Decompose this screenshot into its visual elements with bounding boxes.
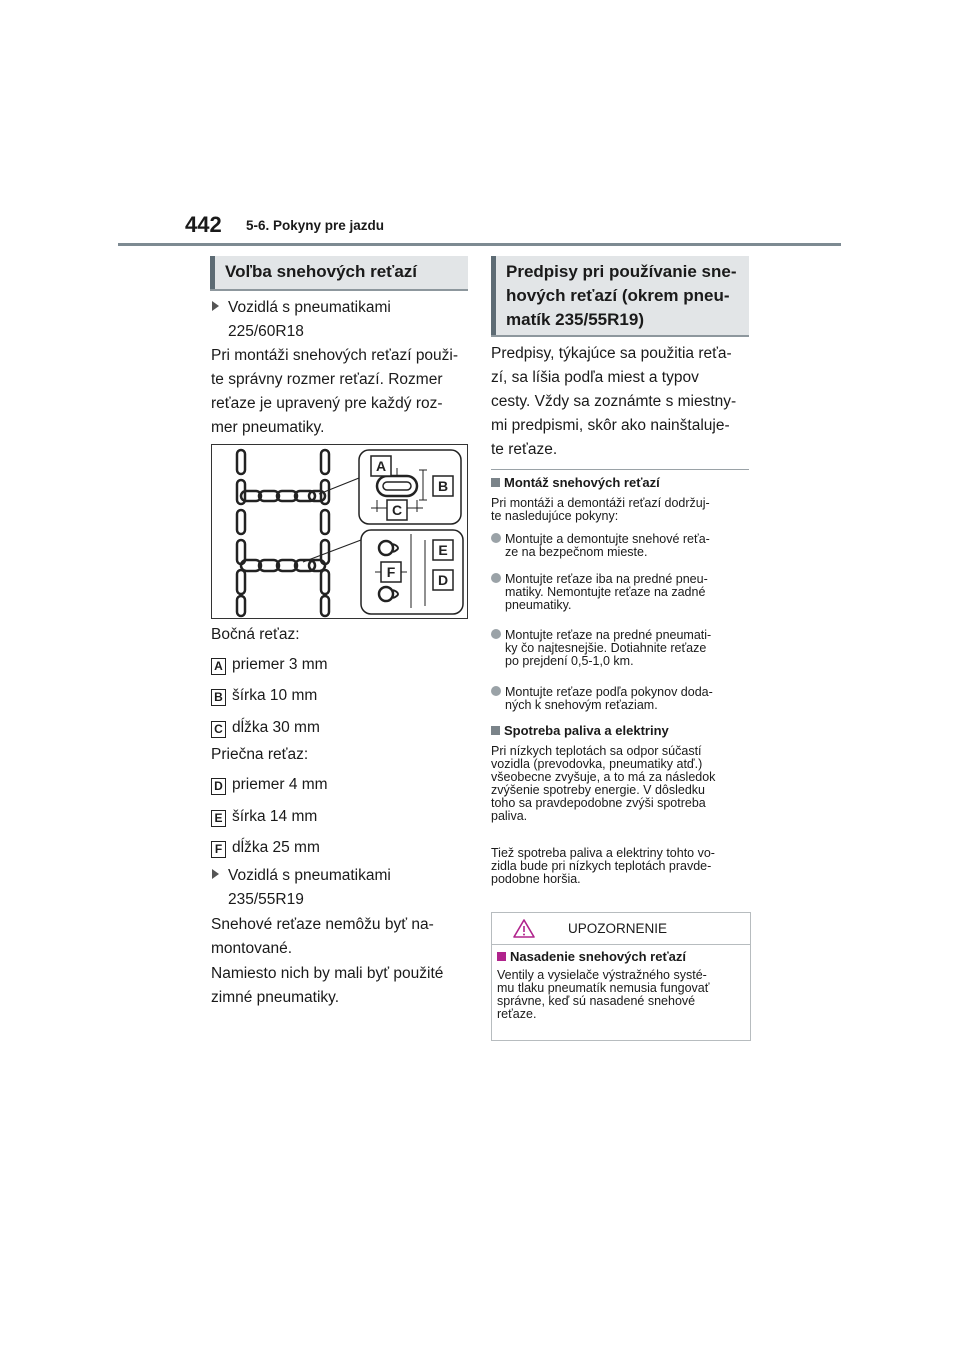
right-heading-line: Predpisy pri používanie sne-	[506, 262, 737, 281]
section-title: 5-6. Pokyny pre jazdu	[246, 218, 385, 233]
sub1-item-line: Montujte reťaze na predné pneumati-	[505, 628, 712, 642]
side-chain-title: Bočná reťaz:	[211, 626, 300, 643]
spec-text-c: dĺžka 30 mm	[232, 719, 320, 736]
warning-text-line: Ventily a vysielače výstražného systé-	[497, 968, 707, 982]
page-number: 442	[185, 212, 222, 237]
sub2-para1	[491, 745, 753, 823]
sub1-item-line: po prejdení 0,5-1,0 km.	[505, 654, 634, 668]
square-bullet-icon	[497, 952, 506, 961]
bullet2-line2: 235/55R19	[228, 891, 304, 908]
sub1-item-2	[491, 573, 749, 612]
diagram-label-d-text: D	[437, 572, 449, 588]
spec-label-b: B	[211, 689, 226, 706]
left-para1	[211, 344, 473, 440]
diagram-label-d	[433, 570, 453, 590]
spec-row-f	[211, 836, 320, 860]
spec-row-b	[211, 684, 317, 708]
spec-row-a	[211, 653, 328, 677]
warning-subtitle	[497, 949, 686, 964]
diagram-label-b	[433, 476, 453, 496]
warning-box	[491, 912, 751, 1041]
spec-text-a: priemer 3 mm	[232, 656, 328, 673]
left-para1-line: te správny rozmer reťazí. Rozmer	[211, 371, 443, 388]
circle-bullet-icon	[491, 533, 501, 543]
square-bullet-icon	[491, 478, 500, 487]
snow-chain-diagram	[211, 444, 468, 619]
sub2-para1-line: Pri nízkych teplotách sa odpor súčastí	[491, 744, 702, 758]
left-para2-line: Snehové reťaze nemôžu byť na-	[211, 916, 434, 933]
right-para1-line: cesty. Vždy sa zoznámte s miestny-	[491, 393, 737, 410]
square-bullet-icon	[491, 726, 500, 735]
circle-bullet-icon	[491, 629, 501, 639]
bullet-tire-225	[212, 296, 470, 344]
sub1-item-1	[491, 533, 749, 559]
bullet1-line2: 225/60R18	[228, 323, 304, 340]
left-para1-line: reťaze je upravený pre každý roz-	[211, 395, 443, 412]
spec-row-c	[211, 716, 320, 740]
diagram-label-f-text: F	[386, 564, 396, 580]
spec-text-d: priemer 4 mm	[232, 776, 328, 793]
diagram-label-e	[433, 540, 453, 560]
left-para2	[211, 913, 473, 961]
sub1-item-line: matiky. Nemontujte reťaze na zadné	[505, 585, 706, 599]
sub1-item-line: Montujte a demontujte snehové reťa-	[505, 532, 710, 546]
bullet1-line1: Vozidlá s pneumatikami	[228, 299, 391, 316]
sub1-item-line: ných k snehovým reťaziam.	[505, 698, 658, 712]
sub1-intro-line: te nasledujúce pokyny:	[491, 509, 619, 523]
sub2-para2-line: podobne horšia.	[491, 872, 581, 886]
sub1-title-text: Montáž snehových reťazí	[504, 475, 660, 490]
diagram-label-c	[387, 500, 407, 520]
sub1-item-line: ky čo najtesnejšie. Dotiahnite reťaze	[505, 641, 707, 655]
spec-label-c: C	[211, 721, 226, 738]
spec-label-a: A	[211, 658, 226, 675]
diagram-label-a-text: A	[375, 458, 387, 474]
bullet-tire-235	[212, 864, 470, 912]
triangle-bullet-icon	[212, 301, 219, 311]
right-heading-line: hových reťazí (okrem pneu-	[506, 286, 730, 305]
spec-text-f: dĺžka 25 mm	[232, 839, 320, 856]
warning-text-line: správne, keď sú nasadené snehové	[497, 994, 696, 1008]
spec-text-b: šírka 10 mm	[232, 687, 318, 704]
diagram-label-b-text: B	[437, 478, 449, 494]
spec-label-f: F	[211, 841, 226, 858]
left-heading	[210, 256, 468, 291]
right-heading-line: matík 235/55R19)	[506, 310, 644, 329]
right-heading	[491, 256, 749, 337]
cross-chain-title: Priečna reťaz:	[211, 746, 309, 763]
spec-label-e: E	[211, 810, 226, 827]
right-para1	[491, 342, 753, 462]
spec-row-e	[211, 805, 317, 829]
triangle-bullet-icon	[212, 869, 219, 879]
sub2-para1-line: všeobecne zvyšuje, a to má za následok	[491, 770, 716, 784]
right-para1-line: mi predpismi, skôr ako nainštaluje-	[491, 417, 730, 434]
sub2-para1-line: paliva.	[491, 809, 528, 823]
sub2-para1-line: toho sa pravdepodobne zvýši spotreba	[491, 796, 706, 810]
sub2-title-text: Spotreba paliva a elektriny	[504, 723, 669, 738]
sub1-item-line: Montujte reťaze podľa pokynov doda-	[505, 685, 713, 699]
sub2-title	[491, 723, 669, 738]
sub1-intro	[491, 497, 753, 523]
left-para3	[211, 962, 473, 1010]
warning-triangle-icon	[512, 918, 536, 939]
sub2-para2-line: zidla bude pri nízkych teplotách pravde-	[491, 859, 712, 873]
left-para3-line: Namiesto nich by mali byť použité	[211, 965, 444, 982]
circle-bullet-icon	[491, 686, 501, 696]
sub1-item-line: ze na bezpečnom mieste.	[505, 545, 648, 559]
diagram-label-f	[381, 562, 401, 582]
right-para1-line: te reťaze.	[491, 441, 558, 458]
header-rule	[118, 243, 841, 246]
spec-row-d	[211, 773, 328, 797]
spec-text-e: šírka 14 mm	[232, 808, 318, 825]
warning-text-line: reťaze.	[497, 1007, 537, 1021]
sub1-item-line: pneumatiky.	[505, 598, 572, 612]
left-heading-text: Voľba snehových reťazí	[225, 262, 417, 281]
left-para2-line: montované.	[211, 940, 292, 957]
sub2-para1-line: vozidla (prevodovka, pneumatiky atď.)	[491, 757, 703, 771]
diagram-label-c-text: C	[391, 502, 403, 518]
sub1-item-line: Montujte reťaze iba na predné pneu-	[505, 572, 708, 586]
sub1-item-4	[491, 686, 749, 712]
sub1-title	[491, 475, 660, 490]
right-divider	[491, 469, 749, 470]
warning-subtitle-text: Nasadenie snehových reťazí	[510, 949, 687, 964]
warning-title: UPOZORNENIE	[568, 921, 668, 936]
diagram-label-e-text: E	[438, 542, 448, 558]
warning-text	[497, 969, 749, 1021]
left-para1-line: Pri montáži snehových reťazí použi-	[211, 347, 459, 364]
warning-text-line: mu tlaku pneumatík nemusia fungovať	[497, 981, 710, 995]
diagram-label-a	[371, 456, 391, 476]
circle-bullet-icon	[491, 573, 501, 583]
sub1-item-3	[491, 629, 749, 668]
sub1-intro-line: Pri montáži a demontáži reťazí dodržuj-	[491, 496, 710, 510]
sub2-para2	[491, 847, 753, 886]
spec-label-d: D	[211, 778, 226, 795]
sub2-para2-line: Tiež spotreba paliva a elektriny tohto vo-	[491, 846, 715, 860]
right-para1-line: zí, sa líšia podľa miest a typov	[491, 369, 699, 386]
right-para1-line: Predpisy, týkajúce sa použitia reťa-	[491, 345, 732, 362]
left-para1-line: mer pneumatiky.	[211, 419, 325, 436]
left-para3-line: zimné pneumatiky.	[211, 989, 340, 1006]
sub2-para1-line: zvýšenie spotreby energie. V dôsledku	[491, 783, 706, 797]
bullet2-line1: Vozidlá s pneumatikami	[228, 867, 391, 884]
warning-header	[492, 913, 750, 945]
